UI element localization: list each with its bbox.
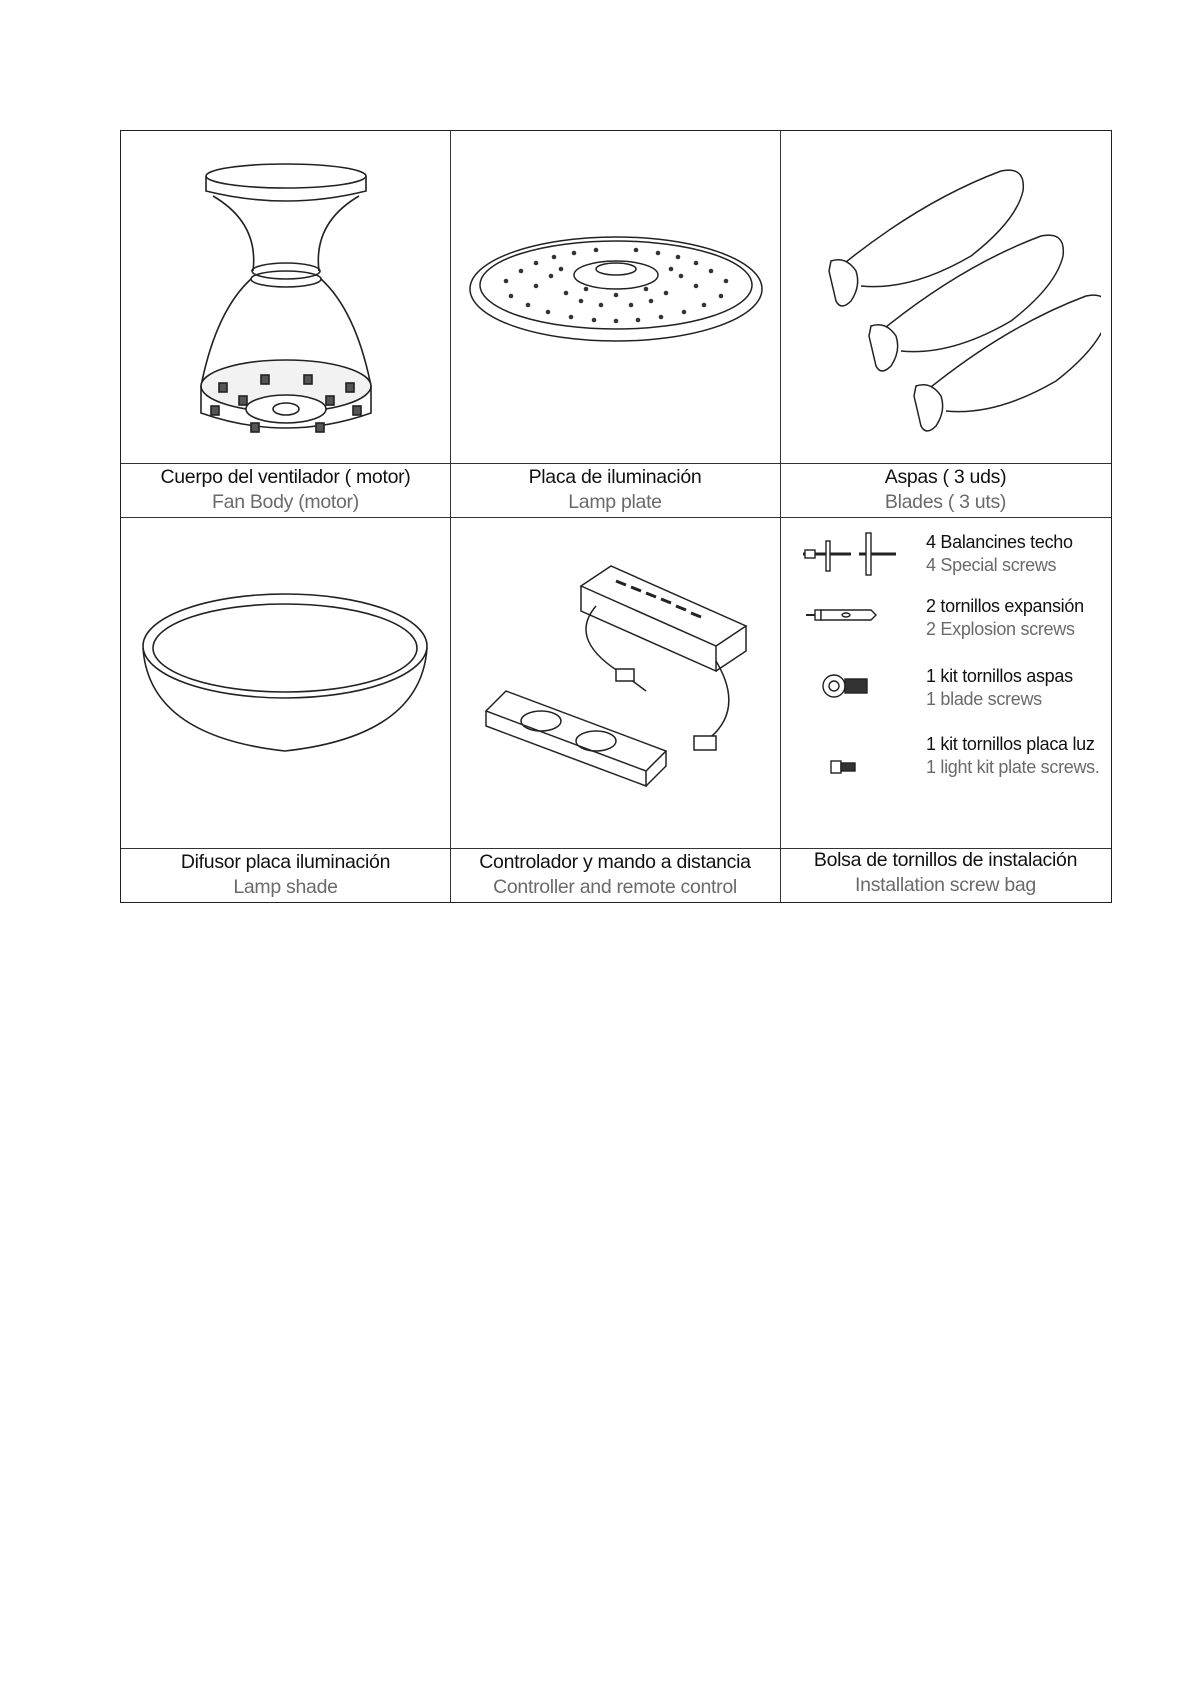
part-caption — [780, 468, 1111, 512]
part-label-en: Lamp plate — [568, 490, 662, 513]
part-caption — [450, 468, 780, 512]
screw-bag-item — [791, 595, 1111, 645]
part-label-en: Fan Body (motor) — [212, 490, 359, 513]
part-caption — [780, 851, 1111, 895]
screw-bag-item-text — [926, 667, 1073, 708]
part-label-es: Placa de iluminación — [528, 466, 702, 488]
part-label-en: Installation screw bag — [855, 873, 1036, 896]
part-label-es: Controlador y mando a distancia — [479, 851, 751, 873]
screw-label-es: 4 Balancines techo — [926, 532, 1073, 552]
screw-bag-item-text — [926, 533, 1073, 574]
screw-bag-list — [791, 531, 1111, 831]
row-divider — [121, 463, 1111, 464]
controller-remote-icon — [466, 551, 766, 831]
row-divider — [121, 517, 1111, 518]
part-label-en: Controller and remote control — [493, 875, 737, 898]
screw-bag-item — [791, 733, 1111, 783]
part-label-es: Bolsa de tornillos de instalación — [813, 849, 1078, 871]
screw-label-en: 1 light kit plate screws. — [926, 757, 1100, 777]
part-label-es: Aspas ( 3 uds) — [884, 466, 1007, 488]
screw-bag-item-text — [926, 735, 1100, 776]
part-caption — [450, 853, 780, 897]
part-caption — [121, 853, 450, 897]
screw-label-es: 2 tornillos expansión — [926, 596, 1084, 616]
lamp-plate-icon — [466, 231, 766, 351]
lamp-shade-icon — [139, 586, 431, 756]
fan-body-icon — [161, 151, 411, 451]
part-label-es: Cuerpo del ventilador ( motor) — [160, 466, 411, 488]
screw-label-en: 1 blade screws — [926, 689, 1042, 709]
part-label-es: Difusor placa iluminación — [180, 851, 391, 873]
expansion-screw-icon — [791, 595, 911, 641]
plate-screw-icon — [791, 733, 911, 779]
screw-label-es: 1 kit tornillos placa luz — [926, 734, 1095, 754]
part-label-en: Lamp shade — [233, 875, 338, 898]
screw-label-en: 2 Explosion screws — [926, 619, 1075, 639]
screw-bag-item-text — [926, 597, 1084, 638]
blade-screw-icon — [791, 665, 911, 711]
screw-bag-item — [791, 531, 1111, 581]
screw-label-es: 1 kit tornillos aspas — [926, 666, 1073, 686]
parts-table — [120, 130, 1112, 903]
part-caption — [121, 468, 450, 512]
part-label-en: Blades ( 3 uts) — [884, 490, 1007, 513]
screw-bag-item — [791, 665, 1111, 715]
special-screw-icon — [791, 531, 911, 577]
blades-icon — [801, 161, 1101, 451]
screw-label-en: 4 Special screws — [926, 555, 1057, 575]
